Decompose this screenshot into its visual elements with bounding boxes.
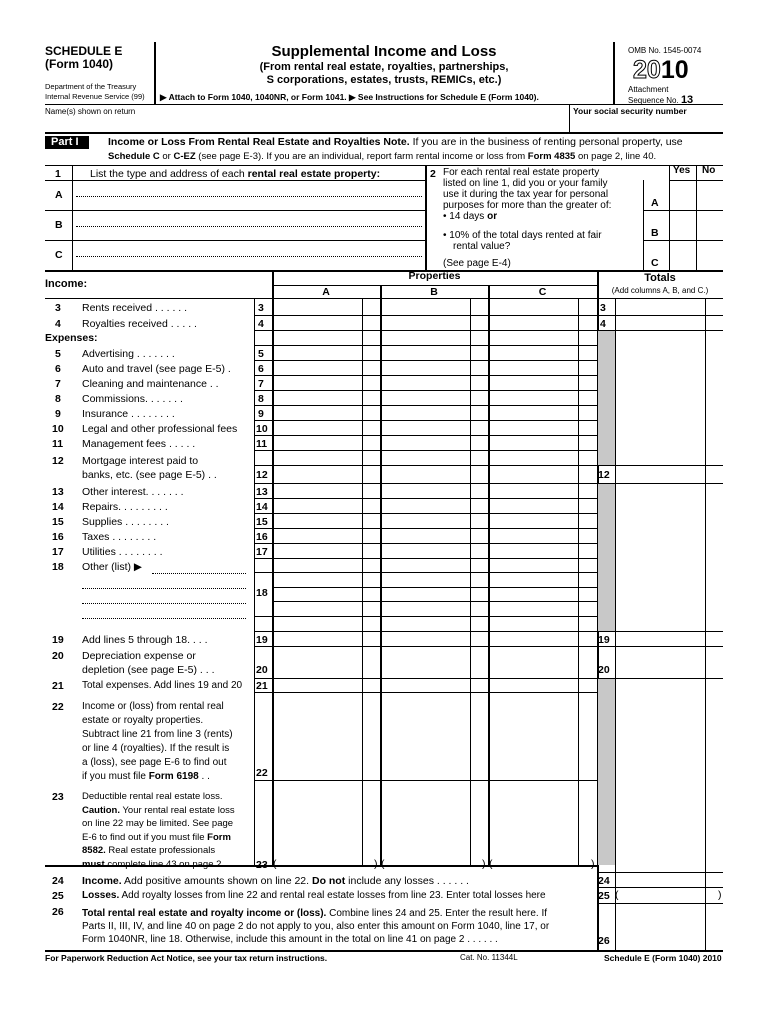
line-24-text: Add positive amounts shown on line 22. bbox=[121, 875, 312, 887]
line-16-number: 16 bbox=[52, 531, 64, 543]
line-22-t6c: . . bbox=[198, 771, 210, 782]
line-1-label bbox=[90, 168, 380, 180]
form-subtitle-2: S corporations, estates, trusts, REMICs, etc.) bbox=[266, 74, 502, 86]
line-4-label: Royalties received . . . . . bbox=[82, 318, 197, 330]
line-2-number: 2 bbox=[430, 168, 436, 180]
line-15-box-label: 15 bbox=[256, 516, 268, 528]
line-4-total-label: 4 bbox=[600, 318, 606, 330]
line-23-t5-text: Real estate professionals bbox=[105, 845, 216, 856]
line-2-l5-or: or bbox=[487, 211, 498, 222]
line-23-t5 bbox=[82, 844, 254, 858]
irs-label: Internal Revenue Service (99) bbox=[45, 92, 145, 101]
line-22-t4: or line 4 (royalties). If the result is bbox=[82, 743, 230, 754]
line-23-box-label: 23 bbox=[256, 859, 268, 871]
line-7-number: 7 bbox=[55, 378, 61, 390]
line-10-number: 10 bbox=[52, 423, 64, 435]
line-9-label: Insurance . . . . . . . . bbox=[82, 408, 175, 420]
line-2-row-a: A bbox=[651, 197, 659, 209]
note-label: Note. bbox=[383, 136, 410, 148]
attach-instruction: ▶ Attach to Form 1040, 1040NR, or Form 1041. ▶ See Instructions for Schedule E (Form 1040). bbox=[160, 92, 539, 102]
form-subtitle-1: (From rental real estate, royalties, partnerships, bbox=[259, 61, 509, 73]
line-23-t1: Deductible rental real estate loss. bbox=[82, 791, 223, 802]
ssn-label: Your social security number bbox=[573, 106, 687, 116]
tax-year bbox=[633, 58, 689, 83]
line-11-number: 11 bbox=[52, 438, 64, 450]
line-2-question bbox=[443, 167, 643, 222]
line-4-b-input[interactable] bbox=[382, 316, 470, 330]
names-input[interactable] bbox=[45, 116, 567, 132]
col-c-header: C bbox=[538, 286, 547, 298]
line-21-box-label: 21 bbox=[256, 680, 268, 692]
line-2-l7: rental value? bbox=[453, 241, 511, 252]
line-23-b-paren-close: ) bbox=[482, 858, 486, 870]
line-2-l4: purposes for more than the greater of: bbox=[443, 200, 612, 211]
line-2-l1: For each rental real estate property bbox=[443, 167, 600, 178]
line-25-total-label: 25 bbox=[598, 890, 610, 902]
line-8-label: Commissions. . . . . . . bbox=[82, 393, 183, 405]
line-2-c-no-box[interactable] bbox=[697, 241, 723, 270]
line-19-number: 19 bbox=[52, 634, 64, 646]
line-23-t6-text: complete line 43 on page 2 . bbox=[104, 858, 227, 870]
line-14-number: 14 bbox=[52, 501, 64, 513]
line-22-form-6198: Form 6198 bbox=[148, 771, 199, 782]
sequence-text: Sequence No. bbox=[628, 96, 679, 105]
names-label: Name(s) shown on return bbox=[45, 107, 136, 116]
line-1-row-c: C bbox=[55, 249, 63, 261]
income-header: Income: bbox=[45, 278, 88, 290]
line-18-number: 18 bbox=[52, 561, 64, 573]
line-26-t2: Parts II, III, IV, and line 40 on page 2 do not apply to you, also enter this amount on Form 1040, line 17, or bbox=[82, 921, 550, 932]
year-bold: 10 bbox=[660, 56, 689, 84]
line-3-total-label: 3 bbox=[600, 302, 606, 314]
part-badge: Part I bbox=[45, 136, 89, 149]
line-17-box-label: 17 bbox=[256, 546, 268, 558]
line-24-label bbox=[82, 875, 469, 887]
line-22-t6a: if you must file bbox=[82, 771, 149, 782]
attachment-label: Attachment bbox=[628, 85, 669, 94]
line-23-a-paren-open: ( bbox=[273, 858, 277, 870]
form-4835-ref: Form 4835 bbox=[527, 151, 576, 162]
line-1-text: List the type and address of each bbox=[90, 168, 248, 180]
line-23-t4-text: E-6 to find out if you must file bbox=[82, 831, 208, 843]
part-instructions bbox=[108, 151, 656, 162]
line-23-b-paren-open: ( bbox=[381, 858, 385, 870]
line-3-box-label: 3 bbox=[258, 302, 264, 314]
line-23-a-paren-close: ) bbox=[374, 858, 378, 870]
line-20-total-label: 20 bbox=[598, 664, 610, 676]
line-1-number: 1 bbox=[55, 168, 61, 180]
line-2-l2: listed on line 1, did you or your family bbox=[443, 178, 608, 189]
line-14-label: Repairs. . . . . . . . . bbox=[82, 501, 168, 513]
line-25-paren-open: ( bbox=[615, 889, 619, 901]
footer-cat: Cat. No. 11344L bbox=[460, 953, 518, 962]
line-6-box-label: 6 bbox=[258, 363, 264, 375]
line-21-number: 21 bbox=[52, 680, 64, 692]
properties-header: Properties bbox=[408, 270, 461, 282]
line-18-box-label: 18 bbox=[256, 587, 268, 599]
line-2-b-yes-box[interactable] bbox=[670, 211, 695, 240]
line-23-t2 bbox=[82, 804, 254, 818]
line-22-t3: Subtract line 21 from line 3 (rents) bbox=[82, 729, 233, 740]
year-outline: 20 bbox=[633, 56, 661, 84]
line-24-total-label: 24 bbox=[598, 875, 610, 887]
line-22-t1: Income or (loss) from rental real bbox=[82, 701, 224, 712]
line-6-label: Auto and travel (see page E-5) . bbox=[82, 363, 231, 375]
line-13-box-label: 13 bbox=[256, 486, 268, 498]
line-23-t6 bbox=[82, 858, 254, 872]
instruction-tail: on page 2, line 40. bbox=[575, 151, 657, 162]
line-26-t1 bbox=[82, 907, 594, 920]
line-25-losses: Losses. bbox=[82, 890, 120, 901]
line-24-number: 24 bbox=[52, 875, 64, 887]
line-23-8582: 8582. bbox=[82, 845, 106, 856]
or-text: or bbox=[159, 151, 174, 162]
line-15-number: 15 bbox=[52, 516, 64, 528]
line-9-number: 9 bbox=[55, 408, 61, 420]
line-26-number: 26 bbox=[52, 906, 64, 918]
line-9-box-label: 9 bbox=[258, 408, 264, 420]
line-2-question-b bbox=[443, 230, 643, 252]
line-5-label: Advertising . . . . . . . bbox=[82, 348, 175, 360]
line-19-box-label: 19 bbox=[256, 634, 268, 646]
line-13-label: Other interest. . . . . . . bbox=[82, 486, 184, 498]
line-18-other-list-input[interactable] bbox=[82, 560, 248, 622]
no-header: No bbox=[702, 165, 716, 176]
line-24-total-input[interactable] bbox=[617, 873, 705, 887]
line-1-text-bold: rental real estate property: bbox=[247, 168, 381, 180]
line-3-total-input[interactable] bbox=[617, 300, 705, 314]
line-23-label bbox=[82, 790, 254, 871]
dept-label: Department of the Treasury bbox=[45, 82, 137, 91]
line-24-text2: include any losses . . . . . . bbox=[345, 875, 469, 887]
line-7-label: Cleaning and maintenance . . bbox=[82, 378, 219, 390]
line-15-label: Supplies . . . . . . . . bbox=[82, 516, 169, 528]
line-2-l5-text: • 14 days bbox=[443, 211, 488, 222]
line-20-label-2: depletion (see page E-5) . . . bbox=[82, 664, 215, 676]
line-20-label-1: Depreciation expense or bbox=[82, 650, 196, 662]
line-23-must: must bbox=[82, 858, 105, 870]
line-20-total-input[interactable] bbox=[617, 662, 705, 677]
line-26-total-input[interactable] bbox=[617, 904, 705, 949]
c-ez-ref: C-EZ bbox=[173, 151, 196, 162]
line-20-number: 20 bbox=[52, 650, 64, 662]
yes-header: Yes bbox=[673, 165, 691, 176]
part-title-text: Income or Loss From Rental Real Estate and Royalties bbox=[108, 136, 381, 148]
line-20-box-label: 20 bbox=[256, 664, 268, 676]
form-ref: (Form 1040) bbox=[45, 57, 114, 71]
line-1-row-a: A bbox=[55, 189, 63, 201]
line-2-l5 bbox=[443, 211, 643, 222]
line-4-number: 4 bbox=[55, 318, 61, 330]
line-2-row-b: B bbox=[651, 227, 659, 239]
line-22-t2: estate or royalty properties. bbox=[82, 715, 204, 726]
line-23-t4 bbox=[82, 831, 254, 845]
line-8-number: 8 bbox=[55, 393, 61, 405]
line-19-total-input[interactable] bbox=[617, 632, 705, 646]
line-4-total-input[interactable] bbox=[617, 316, 705, 330]
line-2-a-yes-box[interactable] bbox=[670, 181, 695, 210]
line-3-a-input[interactable] bbox=[274, 300, 362, 314]
line-26-t1-text: Combine lines 24 and 25. Enter the result here. If bbox=[326, 908, 548, 919]
line-11-box-label: 11 bbox=[256, 438, 268, 450]
line-12-number: 12 bbox=[52, 455, 64, 467]
line-3-label: Rents received . . . . . . bbox=[82, 302, 188, 314]
line-2-a-no-box[interactable] bbox=[697, 181, 723, 210]
line-23-t2-text: Your rental real estate loss bbox=[120, 804, 235, 816]
line-2-c-yes-box[interactable] bbox=[670, 241, 695, 270]
line-3-number: 3 bbox=[55, 302, 61, 314]
line-6-number: 6 bbox=[55, 363, 61, 375]
line-26-label bbox=[82, 907, 594, 946]
line-2-l3: use it during the tax year for personal bbox=[443, 189, 609, 200]
line-19-total-label: 19 bbox=[598, 634, 610, 646]
property-a-address[interactable] bbox=[76, 182, 422, 210]
line-17-label: Utilities . . . . . . . . bbox=[82, 546, 163, 558]
line-16-box-label: 16 bbox=[256, 531, 268, 543]
line-2-l6: • 10% of the total days rented at fair bbox=[443, 230, 602, 241]
line-1-row-b: B bbox=[55, 219, 63, 231]
line-8-box-label: 8 bbox=[258, 393, 264, 405]
footer-form-id: Schedule E (Form 1040) 2010 bbox=[604, 953, 722, 963]
schedule-name: SCHEDULE E bbox=[45, 44, 123, 58]
line-5-number: 5 bbox=[55, 348, 61, 360]
expenses-header: Expenses: bbox=[45, 332, 98, 344]
line-3-c-input[interactable] bbox=[490, 300, 578, 314]
line-25-label bbox=[82, 890, 546, 901]
sequence-number: 13 bbox=[680, 94, 694, 106]
line-11-label: Management fees . . . . . bbox=[82, 438, 196, 450]
line-25-text: Add royalty losses from line 22 and rental real estate losses from line 23. Enter total losses here bbox=[119, 890, 546, 901]
line-13-number: 13 bbox=[52, 486, 64, 498]
property-b-address[interactable] bbox=[76, 212, 422, 240]
line-7-box-label: 7 bbox=[258, 378, 264, 390]
line-23-caution: Caution. bbox=[82, 804, 120, 816]
line-23-number: 23 bbox=[52, 791, 64, 803]
line-26-bold: Total rental real estate and royalty income or (loss). bbox=[82, 908, 327, 919]
footer-paperwork: For Paperwork Reduction Act Notice, see your tax return instructions. bbox=[45, 953, 328, 963]
line-25-total-input[interactable] bbox=[620, 888, 716, 902]
line-12-label-2: banks, etc. (see page E-5) . . bbox=[82, 469, 217, 481]
omb-number: OMB No. 1545-0074 bbox=[628, 46, 702, 55]
line-16-label: Taxes . . . . . . . . bbox=[82, 531, 157, 543]
line-2-row-c: C bbox=[651, 257, 659, 269]
line-22-box-label: 22 bbox=[256, 767, 268, 779]
property-c-address[interactable] bbox=[76, 242, 422, 270]
schedule-c-ref: Schedule C bbox=[108, 151, 160, 162]
line-12-total-label: 12 bbox=[598, 469, 610, 481]
line-25-number: 25 bbox=[52, 890, 64, 902]
note-text: If you are in the business of renting personal property, use bbox=[409, 136, 683, 148]
line-23-form: Form bbox=[207, 831, 231, 843]
ssn-input[interactable] bbox=[571, 116, 721, 132]
line-3-b-input[interactable] bbox=[382, 300, 470, 314]
instruction-text: (see page E-3). If you are an individual, report farm rental income or loss from bbox=[195, 151, 528, 162]
line-12-label-1: Mortgage interest paid to bbox=[82, 455, 199, 467]
form-title: Supplemental Income and Loss bbox=[271, 43, 497, 60]
line-4-a-input[interactable] bbox=[274, 316, 362, 330]
line-22-t6 bbox=[82, 770, 252, 784]
line-24-do-not: Do not bbox=[311, 875, 346, 887]
line-12-box-label: 12 bbox=[256, 469, 268, 481]
line-23-c-paren-close: ) bbox=[591, 858, 595, 870]
line-17-number: 17 bbox=[52, 546, 64, 558]
line-18-label: Other (list) ▶ bbox=[82, 561, 142, 573]
line-4-c-input[interactable] bbox=[490, 316, 578, 330]
line-23-t3: on line 22 may be limited. See page bbox=[82, 818, 234, 829]
line-21-label: Total expenses. Add lines 19 and 20 bbox=[82, 680, 243, 691]
line-10-label: Legal and other professional fees bbox=[82, 423, 238, 435]
line-2-b-no-box[interactable] bbox=[697, 211, 723, 240]
line-2-l8: (See page E-4) bbox=[443, 258, 511, 269]
line-14-box-label: 14 bbox=[256, 501, 268, 513]
line-12-total-input[interactable] bbox=[617, 467, 705, 482]
line-26-total-label: 26 bbox=[598, 935, 610, 947]
col-b-header: B bbox=[430, 286, 438, 298]
part-title bbox=[108, 136, 683, 148]
line-23-c-paren-open: ( bbox=[489, 858, 493, 870]
line-19-label: Add lines 5 through 18. . . . bbox=[82, 634, 208, 646]
totals-header: Totals bbox=[644, 272, 676, 284]
line-24-income: Income. bbox=[82, 875, 122, 887]
line-4-box-label: 4 bbox=[258, 318, 264, 330]
line-26-t3: Form 1040NR, line 18. Otherwise, include this amount in the total on line 41 on page 2 . . . . . . bbox=[82, 934, 498, 945]
line-22-number: 22 bbox=[52, 701, 64, 713]
totals-subheader: (Add columns A, B, and C.) bbox=[611, 286, 709, 295]
line-22-label bbox=[82, 700, 252, 784]
line-5-box-label: 5 bbox=[258, 348, 264, 360]
line-10-box-label: 10 bbox=[256, 423, 268, 435]
line-22-t5: a (loss), see page E-6 to find out bbox=[82, 757, 227, 768]
col-a-header: A bbox=[322, 286, 330, 298]
line-25-paren-close: ) bbox=[718, 889, 722, 901]
